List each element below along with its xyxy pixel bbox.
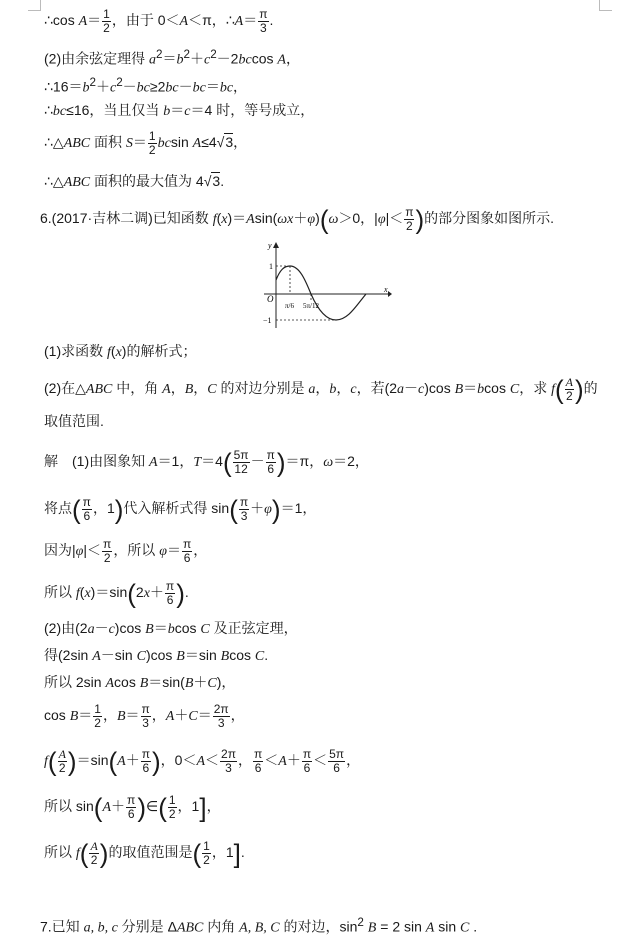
line-9: (2)在△ABC 中，角 A，B，C 的对边分别是 a，b，c，若(2a－c)cos B＝bcos C，求 f( $\frac{A}{2}$ )的 xyxy=(44,374,598,405)
line-11-solution: 解 (1)由图象知 A＝1，T＝4( $\frac{5\pi}{12}$ － $\frac{\pi}{6}$ )＝π，ω＝2， xyxy=(44,447,369,478)
line-10: 取值范围. xyxy=(44,413,104,429)
y-axis-label: y xyxy=(268,241,272,250)
line-12: 将点( $\frac{\pi}{6}$ ，1)代入解析式得 sin( $\frac{\pi}{3}$ ＋φ)＝1， xyxy=(44,494,317,525)
line-22-problem-7: 7.已知 a, b, c 分别是 ΔABC 内角 A, B, C 的对边，$\sin^2 B = 2$ sin A sin C . xyxy=(40,916,478,936)
sine-graph-figure xyxy=(256,240,392,330)
x-tick-pi-over-6: π/6 xyxy=(285,302,294,310)
x-axis-label: x xyxy=(384,285,388,294)
line-2: (2)由余弦定理得 $a^2=b^2+c^2-2bccos$ A， xyxy=(44,48,300,68)
line-20: 所以 sin(A＋ $\frac{\pi}{6}$ )∈( $\frac{1}{2}$ ，1]， xyxy=(44,792,221,823)
origin-label: O xyxy=(267,294,274,304)
line-5: ∴△ABC 面积 S＝ $\frac{1}{2}$ bcsin A≤4√3， xyxy=(44,129,248,157)
line-8: (1)求函数 f(x)的解析式； xyxy=(44,343,197,360)
line-17: 所以 2sin Acos B＝sin(B＋C)， xyxy=(44,674,236,691)
y-axis-arrow xyxy=(273,242,279,248)
line-15: (2)由(2a－c)cos B＝bcos C 及正弦定理， xyxy=(44,620,298,637)
line-1: ∴cos A＝ $\frac{1}{2}$ ，由于 0＜A＜π，∴A＝ $\frac{\pi}{3}$ . xyxy=(44,7,274,35)
line-13: 因为|φ|＜ $\frac{\pi}{2}$ ，所以 φ＝ $\frac{\pi}{6}$ ， xyxy=(44,537,208,565)
line-21: 所以 f( $\frac{A}{2}$ )的取值范围是( $\frac{1}{2}$ ，1]. xyxy=(44,838,245,869)
page-corner-mark-left xyxy=(28,0,41,11)
y-tick-1: 1 xyxy=(269,262,273,271)
line-7-problem-6: 6.(2017·吉林二调)已知函数 f(x)＝Asin(ωx＋φ)(ω＞0，|φ|＜ $\frac{\pi}{2}$ )的部分图象如图所示. xyxy=(40,204,555,235)
x-tick-5pi-over-12: 5π/12 xyxy=(303,302,319,310)
line-14: 所以 f(x)＝sin(2x＋ $\frac{\pi}{6}$ ). xyxy=(44,578,189,609)
sine-curve xyxy=(276,266,366,320)
line-3: $\therefore 16=b^2+c^2-bc\ge 2bc-bc=bc$， xyxy=(44,76,248,96)
line-6: ∴△ABC 面积的最大值为 4√3. xyxy=(44,173,225,190)
line-19: f( $\frac{A}{2}$ )＝sin(A＋ $\frac{\pi}{6}$ )，0＜A＜ $\frac{2\pi}{3}$ ， $\frac{\pi}{6}$ ＜A＋ $\frac{\pi}{6}$ ＜ $\frac{5\pi}{6}$ ， xyxy=(44,746,361,777)
page-corner-mark-right xyxy=(599,0,612,11)
line-18: cos B＝ $\frac{1}{2}$ ，B＝ $\frac{\pi}{3}$ ，A＋C＝ $\frac{2\pi}{3}$ ， xyxy=(44,702,245,730)
line-16: 得(2sin A－sin C)cos B＝sin Bcos C. xyxy=(44,647,269,664)
line-4: ∴bc≤16，当且仅当 b＝c＝4 时，等号成立， xyxy=(44,102,315,119)
y-tick-minus-1: −1 xyxy=(263,316,272,325)
x-axis-arrow xyxy=(388,291,392,297)
